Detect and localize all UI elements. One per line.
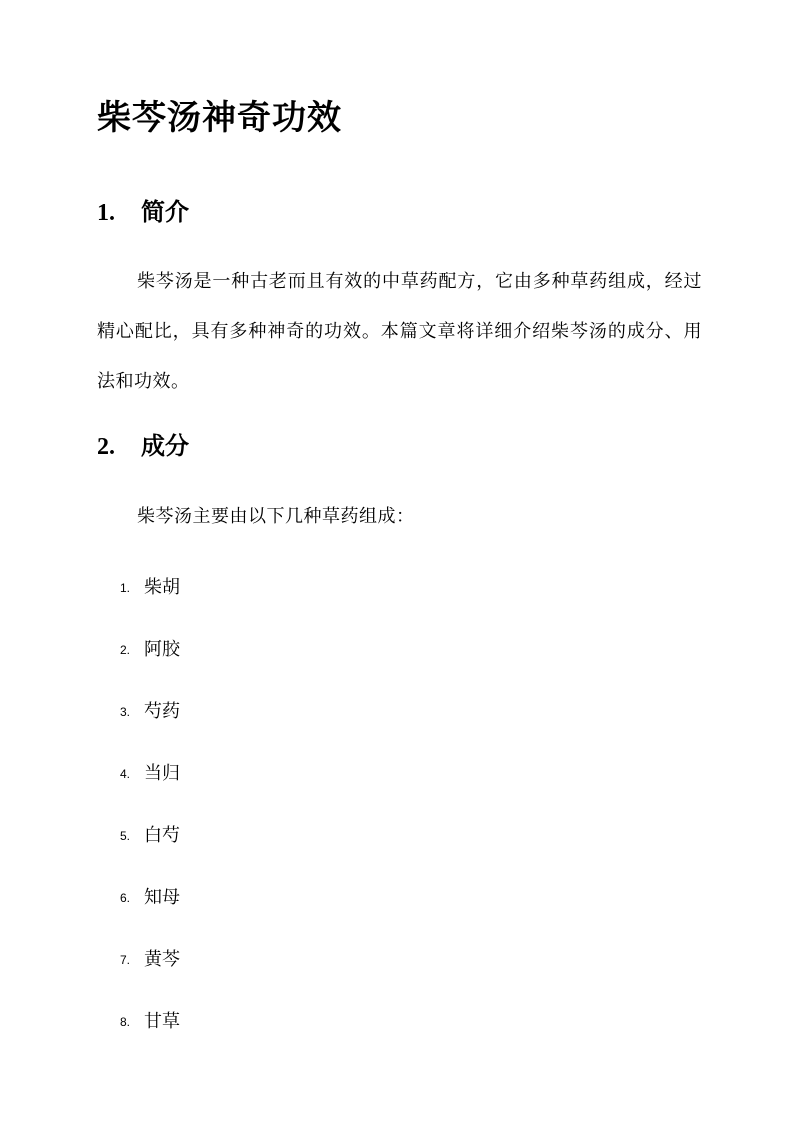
list-item-number: 8. — [120, 1015, 131, 1029]
list-item-text: 柴胡 — [144, 577, 180, 598]
ingredient-list — [120, 555, 180, 1051]
ingredients-intro-paragraph: 柴芩汤主要由以下几种草药组成： — [137, 506, 415, 527]
list-item-number: 6. — [120, 891, 131, 905]
list-item — [120, 803, 180, 865]
intro-paragraph: 柴芩汤是一种古老而且有效的中草药配方，它由多种草药组成，经过精心配比，具有多种神奇的功效。本篇文章将详细介绍柴芩汤的成分、用法和功效。 — [97, 271, 702, 392]
section-heading-intro — [97, 196, 189, 229]
list-item-number: 5. — [120, 829, 131, 843]
list-item — [120, 989, 180, 1051]
section-number: 1. — [97, 200, 115, 226]
list-item-number: 1. — [120, 581, 131, 595]
section-number: 2. — [97, 434, 115, 460]
list-item-number: 2. — [120, 643, 131, 657]
section-heading-ingredients — [97, 430, 189, 463]
list-item — [120, 927, 180, 989]
list-item — [120, 865, 180, 927]
section-heading-text: 成分 — [141, 431, 189, 460]
list-item-text: 当归 — [144, 763, 180, 784]
list-item-text: 阿胶 — [144, 639, 180, 660]
list-item — [120, 617, 180, 679]
list-item-text: 甘草 — [144, 1011, 180, 1032]
list-item — [120, 679, 180, 741]
list-item-text: 黄芩 — [144, 949, 180, 970]
list-item-text: 知母 — [144, 887, 180, 908]
list-item — [120, 555, 180, 617]
page-title: 柴芩汤神奇功效 — [97, 98, 342, 138]
list-item-number: 4. — [120, 767, 131, 781]
list-item-number: 3. — [120, 705, 131, 719]
list-item — [120, 741, 180, 803]
list-item-text: 芍药 — [144, 701, 180, 722]
list-item-text: 白芍 — [144, 825, 180, 846]
list-item-number: 7. — [120, 953, 131, 967]
section-heading-text: 简介 — [141, 197, 189, 226]
